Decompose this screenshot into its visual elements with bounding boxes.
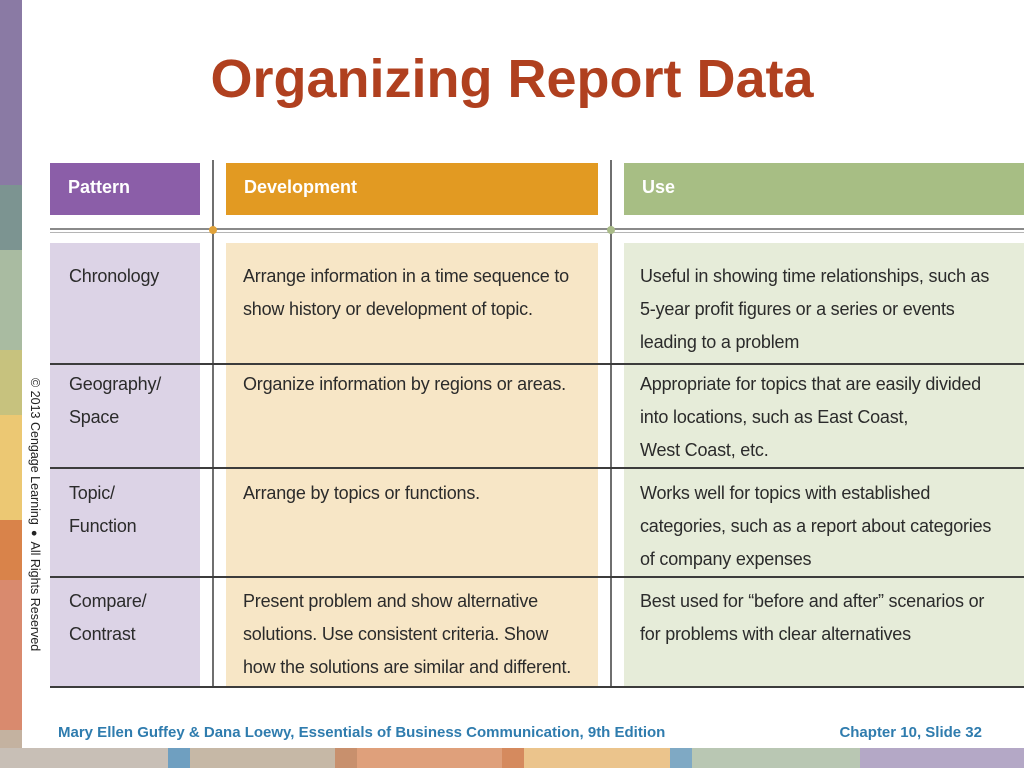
cell-line: Geography/ <box>69 374 162 394</box>
cell-line: Useful in showing time relationships, such as <box>640 266 990 286</box>
cell-line: Works well for topics with established <box>640 483 931 503</box>
row-geography-pattern <box>69 368 204 434</box>
row-topic-pattern <box>69 477 204 543</box>
row-compare-use <box>640 585 1020 651</box>
left-decorative-strip <box>0 0 22 768</box>
cell-line: for problems with clear alternatives <box>640 624 911 644</box>
cell-line: of company expenses <box>640 549 812 569</box>
row-divider <box>50 576 1024 578</box>
cell-line: Best used for “before and after” scenarios or <box>640 591 985 611</box>
row-geography-use <box>640 368 1020 467</box>
bottom-decorative-strip <box>0 748 1024 768</box>
use-header: Use <box>624 163 1024 215</box>
cell-line: 5-year profit figures or a series or events <box>640 299 955 319</box>
row-compare-development <box>243 585 593 684</box>
cell-line: Organize information by regions or areas. <box>243 374 566 394</box>
cell-line: Arrange information in a time sequence to <box>243 266 569 286</box>
row-chronology-development <box>243 260 593 326</box>
divider-dot <box>607 226 615 234</box>
cell-line: categories, such as a report about categories <box>640 516 992 536</box>
cell-line: how the solutions are similar and different. <box>243 657 572 677</box>
row-divider <box>50 686 1024 688</box>
column-divider <box>610 160 612 688</box>
cell-line: Appropriate for topics that are easily divided <box>640 374 981 394</box>
copyright-separator: ● <box>28 529 40 537</box>
row-divider <box>50 467 1024 469</box>
pattern-header: Pattern <box>50 163 200 215</box>
row-divider <box>50 363 1024 365</box>
divider-dot <box>209 226 217 234</box>
footer-book-citation: Mary Ellen Guffey & Dana Loewy, Essentials of Business Communication, 9th Edition <box>58 724 666 741</box>
cell-line: Chronology <box>69 266 160 286</box>
cell-line: West Coast, etc. <box>640 440 769 460</box>
cell-line: Arrange by topics or functions. <box>243 483 480 503</box>
column-divider <box>212 160 214 688</box>
copyright-text: © 2013 Cengage Learning <box>28 378 42 525</box>
cell-line: Compare/ <box>69 591 147 611</box>
row-chronology-use <box>640 260 1020 359</box>
cell-line: Contrast <box>69 624 136 644</box>
cell-line: solutions. Use consistent criteria. Show <box>243 624 549 644</box>
copyright-notice <box>26 378 42 708</box>
rights-text: All Rights Reserved <box>28 541 42 652</box>
development-header: Development <box>226 163 598 215</box>
row-geography-development <box>243 368 593 401</box>
cell-line: Present problem and show alternative <box>243 591 538 611</box>
cell-line: leading to a problem <box>640 332 800 352</box>
row-topic-use <box>640 477 1020 576</box>
footer-slide-number: Chapter 10, Slide 32 <box>839 724 982 741</box>
header-divider-thin <box>50 232 1024 233</box>
cell-line: Function <box>69 516 137 536</box>
cell-line: Topic/ <box>69 483 115 503</box>
cell-line: into locations, such as East Coast, <box>640 407 909 427</box>
slide-title: Organizing Report Data <box>210 49 814 109</box>
row-compare-pattern <box>69 585 204 651</box>
row-chronology-pattern <box>69 260 204 293</box>
row-topic-development <box>243 477 593 510</box>
header-divider <box>50 228 1024 230</box>
report-data-table <box>50 160 1024 690</box>
cell-line: Space <box>69 407 120 427</box>
cell-line: show history or development of topic. <box>243 299 533 319</box>
